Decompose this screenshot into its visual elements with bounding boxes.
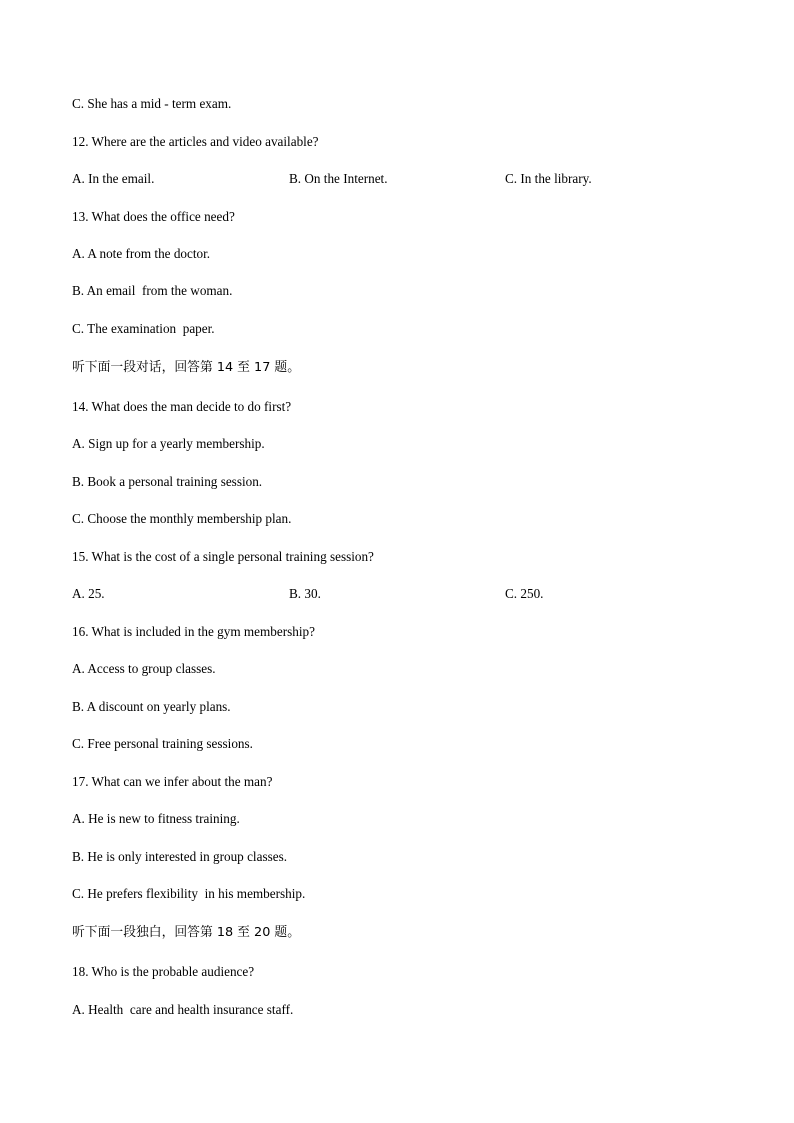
- option-17a: A. He is new to fitness training.: [72, 811, 240, 826]
- question-12: 12. Where are the articles and video available?: [72, 134, 319, 149]
- option-13a: A. A note from the doctor.: [72, 246, 211, 261]
- question-14: 14. What does the man decide to do first?: [72, 399, 292, 414]
- option-15a: A. 25.: [72, 586, 105, 601]
- option-11c: C. She has a mid - term exam.: [72, 96, 232, 111]
- option-17c: C. He prefers flexibility in his membership.: [72, 886, 306, 901]
- section-instruction-14-17: 听下面一段对话，回答第 14 至 17 题。: [72, 360, 300, 375]
- option-16b: B. A discount on yearly plans.: [72, 699, 231, 714]
- option-12c: C. In the library.: [505, 171, 592, 186]
- option-13b: B. An email from the woman.: [72, 283, 233, 298]
- question-17: 17. What can we infer about the man?: [72, 774, 273, 789]
- option-16a: A. Access to group classes.: [72, 661, 216, 676]
- question-18: 18. Who is the probable audience?: [72, 964, 255, 979]
- question-16: 16. What is included in the gym membership?: [72, 624, 315, 639]
- option-12a: A. In the email.: [72, 171, 155, 186]
- question-13: 13. What does the office need?: [72, 209, 235, 224]
- option-18a: A. Health care and health insurance staff.: [72, 1002, 294, 1017]
- option-12b: B. On the Internet.: [289, 171, 388, 186]
- section-instruction-18-20: 听下面一段独白，回答第 18 至 20 题。: [72, 925, 300, 940]
- option-17b: B. He is only interested in group classes.: [72, 849, 287, 864]
- option-14a: A. Sign up for a yearly membership.: [72, 436, 265, 451]
- option-14b: B. Book a personal training session.: [72, 474, 263, 489]
- option-16c: C. Free personal training sessions.: [72, 736, 253, 751]
- option-13c: C. The examination paper.: [72, 321, 215, 336]
- option-14c: C. Choose the monthly membership plan.: [72, 511, 292, 526]
- question-15: 15. What is the cost of a single personal training session?: [72, 549, 374, 564]
- option-15c: C. 250.: [505, 586, 544, 601]
- option-15b: B. 30.: [289, 586, 321, 601]
